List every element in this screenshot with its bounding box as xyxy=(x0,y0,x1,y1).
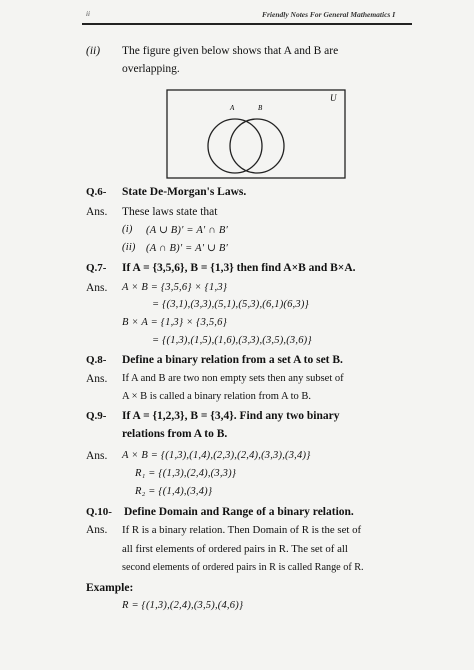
set-b-circle xyxy=(230,119,284,173)
q10-answer-label: Ans. xyxy=(86,524,108,536)
q10-number: Q.10- xyxy=(86,506,112,518)
q8-answer-label: Ans. xyxy=(86,373,108,385)
q8-line1: If A and B are two non empty sets then any subset of xyxy=(122,373,344,384)
set-a-label: A xyxy=(230,104,235,112)
q7-question: If A = {3,5,6}, B = {1,3} then find A×B and B×A. xyxy=(122,262,356,274)
q6-law2-label: (ii) xyxy=(122,242,136,253)
universal-label: U xyxy=(330,93,337,103)
header-rule xyxy=(82,23,412,25)
example-label: Example: xyxy=(86,582,134,594)
q8-number: Q.8- xyxy=(86,354,107,366)
q6-number: Q.6- xyxy=(86,186,107,198)
q6-answer-label: Ans. xyxy=(86,206,108,218)
q9-r2: R₂ = {(1,4),(3,4)} xyxy=(135,486,213,497)
q10-line3: second elements of ordered pairs in R is called Range of R. xyxy=(122,562,364,573)
q10-line2: all first elements of ordered pairs in R. The set of all xyxy=(122,543,348,555)
q7-line2: = {(3,1),(3,3),(5,1),(5,3),(6,1)(6,3)} xyxy=(152,299,309,310)
venn-diagram xyxy=(166,89,346,179)
q7-line1: A × B = {3,5,6} × {1,3} xyxy=(122,282,228,293)
q7-line4: = {(1,3),(1,5),(1,6),(3,3),(3,5),(3,6)} xyxy=(152,335,312,346)
example-line: R = {(1,3),(2,4),(3,5),(4,6)} xyxy=(122,600,244,611)
set-a-circle xyxy=(208,119,262,173)
q6-answer: These laws state that xyxy=(122,206,218,218)
q6-law1-label: (i) xyxy=(122,224,133,235)
q10-question: Define Domain and Range of a binary relation. xyxy=(124,506,354,518)
q9-line1: A × B = {(1,3),(1,4),(2,3),(2,4),(3,3),(3,4)} xyxy=(122,450,311,461)
page-marker: ii xyxy=(86,10,90,18)
q9-answer-label: Ans. xyxy=(86,450,108,462)
q9-number: Q.9- xyxy=(86,410,107,422)
q7-answer-label: Ans. xyxy=(86,282,108,294)
part-ii-line2: overlapping. xyxy=(122,63,180,75)
q10-line1: If R is a binary relation. Then Domain of R is the set of xyxy=(122,524,362,536)
set-b-label: B xyxy=(258,104,263,112)
q8-line2: A × B is called a binary relation from A to B. xyxy=(122,391,312,402)
q6-law2: (A ∩ B)′ = A′ ∪ B′ xyxy=(146,243,228,254)
q6-question: State De-Morgan's Laws. xyxy=(122,186,247,198)
part-ii-label: (ii) xyxy=(86,45,101,57)
q7-line3: B × A = {1,3} × {3,5,6} xyxy=(122,317,227,328)
q8-question: Define a binary relation from a set A to set B. xyxy=(122,354,343,366)
running-title: Friendly Notes For General Mathematics I xyxy=(262,10,396,19)
q7-number: Q.7- xyxy=(86,262,107,274)
part-ii-line1: The figure given below shows that A and B are xyxy=(122,45,339,57)
q9-question-line1: If A = {1,2,3}, B = {3,4}. Find any two binary xyxy=(122,410,340,422)
q9-question-line2: relations from A to B. xyxy=(122,428,228,440)
q6-law1: (A ∪ B)′ = A′ ∩ B′ xyxy=(146,225,228,236)
q9-r1: R₁ = {(1,3),(2,4),(3,3)} xyxy=(135,468,237,479)
universal-set-rectangle xyxy=(167,90,345,178)
